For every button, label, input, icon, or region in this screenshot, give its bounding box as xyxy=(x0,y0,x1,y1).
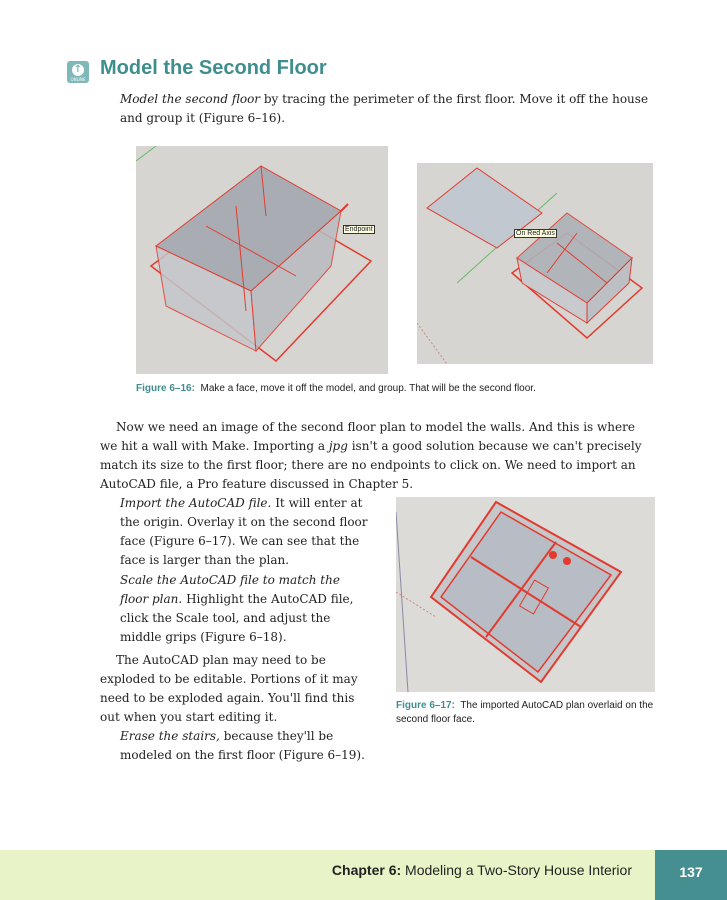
paragraph-autocad xyxy=(100,418,655,494)
paragraph-explode: The AutoCAD plan may need to be exploded to be editable. Portions of it may need to be exploded again. You'll find this out when you start editing it. xyxy=(100,653,358,724)
chapter-title: Modeling a Two-Story House Interior xyxy=(405,862,632,878)
paragraph-text-end: isn't a good solution because we can't precisely match its size to the first floor; there are no endpoints to click on. We need to import an AutoCAD file, a Pro feature discussed in Chapter 5. xyxy=(100,439,642,491)
paragraph-text: Now we need an image of the second floor plan to model the walls. And this is where we hit a wall with Make. Importing a xyxy=(100,420,635,453)
figure-17-caption-text: The imported AutoCAD plan overlaid on the second floor face. xyxy=(396,700,654,725)
step-erase-italic: Erase the stairs, xyxy=(120,729,220,743)
step-scale-italic: Scale the AutoCAD file to match the floor plan. xyxy=(120,573,340,606)
intro-paragraph xyxy=(120,90,650,128)
figure-16-caption xyxy=(136,382,536,396)
figure-17-label: Figure 6–17: xyxy=(396,700,455,711)
figure-17-image xyxy=(396,497,655,692)
step-scale-text: Highlight the AutoCAD file, click the Scale tool, and adjust the middle grips (Figure 6–18). xyxy=(120,592,354,644)
on-red-axis-tooltip: On Red Axis xyxy=(516,230,555,237)
step-import xyxy=(120,494,378,570)
step-import-italic: Import the AutoCAD file. xyxy=(120,496,272,510)
step-import-text: It will enter at the origin. Overlay it on the second floor face (Figure 6–17). We can see that the face is larger than the plan. xyxy=(120,496,368,567)
figure-17-caption xyxy=(396,699,658,727)
jpg-italic: jpg xyxy=(328,439,348,453)
intro-italic: Model the second floor xyxy=(120,92,261,106)
figure-16-right-image xyxy=(417,163,653,364)
chapter-label: Chapter 6: xyxy=(331,862,402,878)
step-scale xyxy=(120,571,370,647)
step-erase-text: because they'll be modeled on the first floor (Figure 6–19). xyxy=(120,729,365,762)
figure-16-left-image xyxy=(136,146,388,374)
footer-chapter xyxy=(332,862,632,878)
step-erase xyxy=(120,727,370,765)
online-download-icon: ↑ ONLINE xyxy=(67,61,89,83)
figure-16-label: Figure 6–16: xyxy=(136,383,195,394)
intro-text: by tracing the perimeter of the first floor. Move it off the house and group it (Figure 6–16). xyxy=(120,92,649,125)
figure-16-caption-text: Make a face, move it off the model, and group. That will be the second floor. xyxy=(200,383,536,394)
section-title: Model the Second Floor xyxy=(100,57,327,79)
page-number: 137 xyxy=(655,850,727,900)
endpoint-tooltip: Endpoint xyxy=(345,226,373,233)
